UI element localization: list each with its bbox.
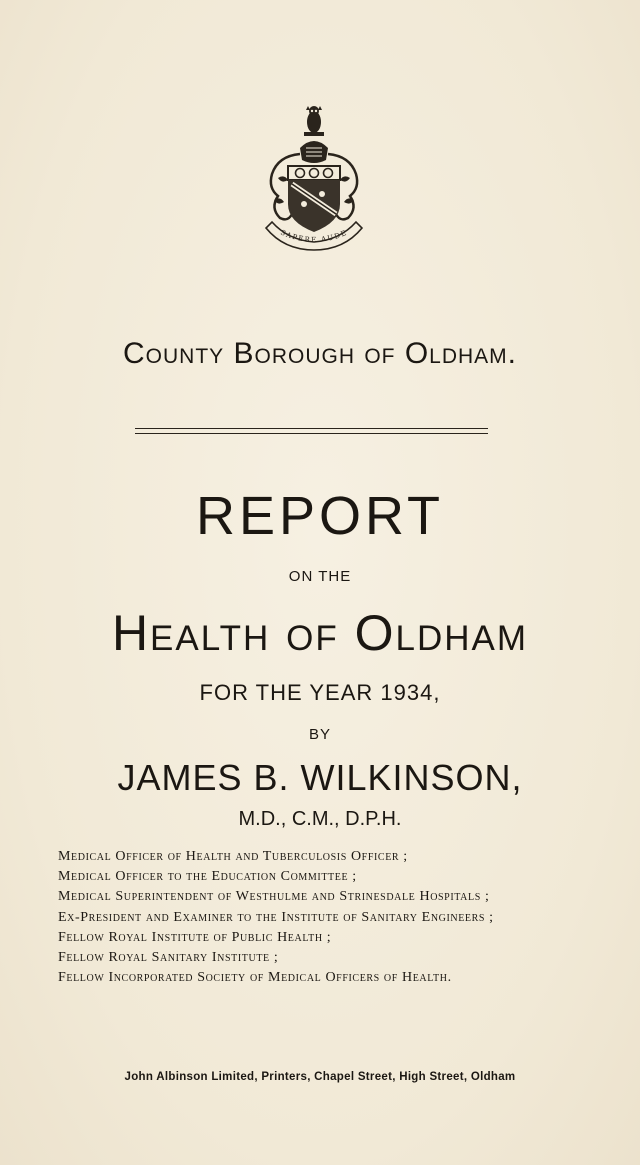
county-borough-heading: County Borough of Oldham. [122,337,518,370]
qualification-item: Medical Officer to the Education Committee ; [58,869,357,885]
report-year: FOR THE YEAR 1934, [199,680,441,705]
qualification-item: Ex-President and Examiner to the Institute of Sanitary Engineers ; [58,909,494,925]
health-of-oldham-title: Health of Oldham [111,605,529,661]
author-degrees: M.D., C.M., D.P.H. [238,808,402,830]
double-rule-bottom [135,433,488,434]
qualification-item: Fellow Royal Sanitary Institute ; [58,950,279,966]
double-rule-top [135,428,488,429]
qualification-item: Medical Officer of Health and Tuberculosis Officer ; [58,849,408,864]
qualification-item: Fellow Incorporated Society of Medical Officers of Health. [58,970,452,986]
on-the-text: ON THE [288,568,352,585]
by-text: BY [308,726,331,743]
crest-motto: SAPERE AUDE [279,228,349,245]
qualification-item: Medical Superintendent of Westhulme and Strinesdale Hospitals ; [58,889,490,905]
printer-imprint: John Albinson Limited, Printers, Chapel Street, High Street, Oldham [124,1071,516,1083]
qualification-item: Fellow Royal Institute of Public Health ; [58,929,332,945]
author-name: JAMES B. WILKINSON, [117,757,523,798]
coat-of-arms-icon [258,104,370,252]
qualifications-list [58,847,618,988]
report-title: REPORT [195,486,445,546]
